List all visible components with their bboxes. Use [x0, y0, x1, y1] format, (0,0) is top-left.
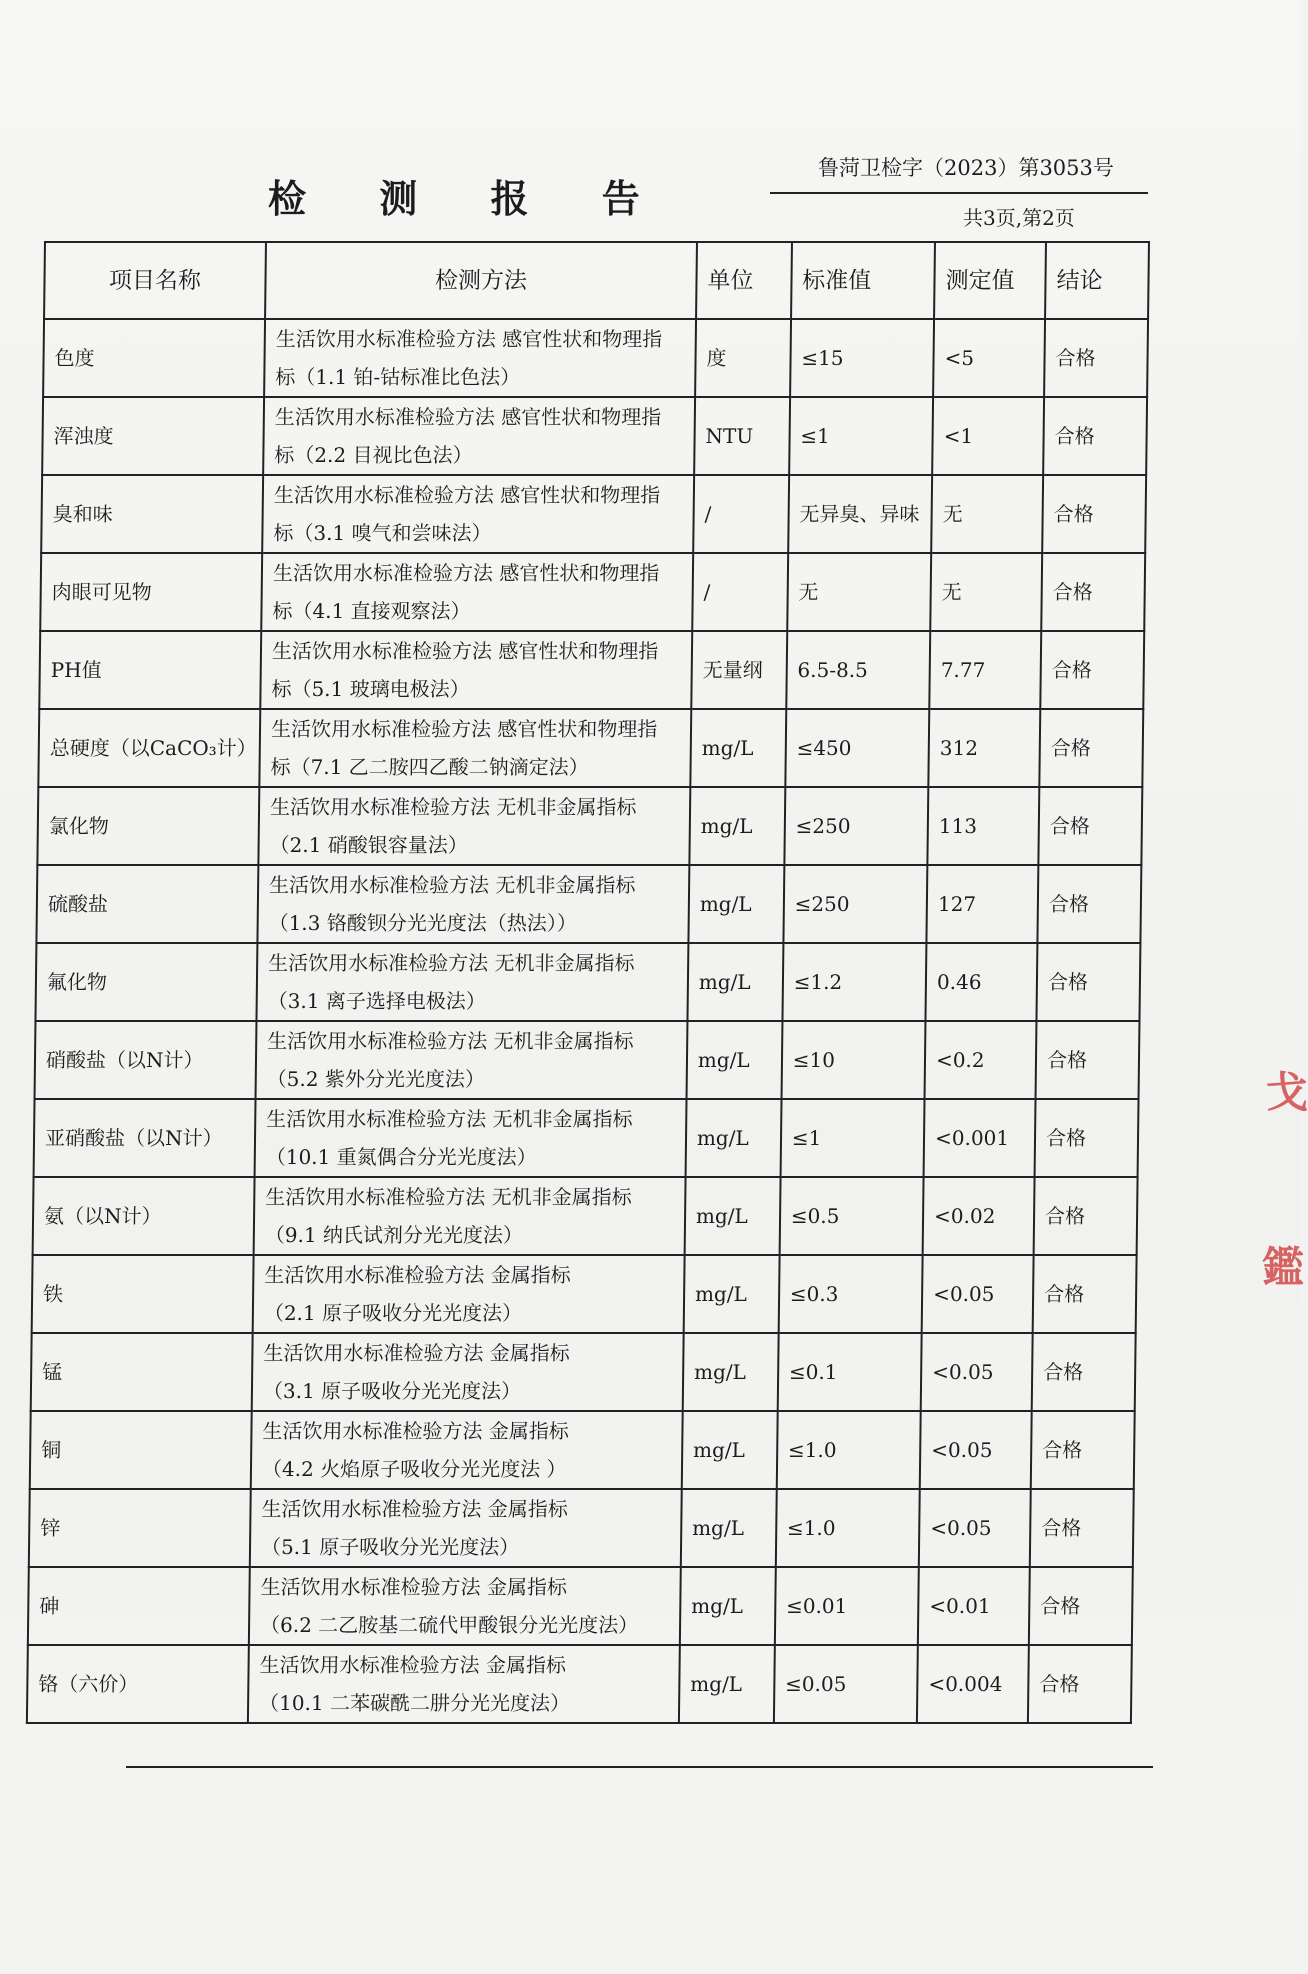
result-cell: 合格 — [1035, 1099, 1139, 1177]
header-method: 检测方法 — [265, 242, 697, 319]
report-title: 检 测 报 告 — [268, 176, 670, 221]
standard-cell: ≤0.05 — [774, 1645, 918, 1723]
unit-cell: mg/L — [685, 1099, 781, 1177]
results-table — [26, 241, 1150, 1724]
method-line-1: 生活饮用水标准检验方法 金属指标 — [263, 1341, 570, 1365]
standard-cell: ≤250 — [784, 787, 928, 865]
method-cell — [261, 553, 693, 631]
method-line-2: 标（5.1 玻璃电极法） — [271, 677, 470, 701]
method-line-2: （2.1 原子吸收分光光度法） — [263, 1301, 523, 1325]
table-row — [28, 1567, 1133, 1645]
method-line-2: （4.2 火焰原子吸收分光光度法 ） — [261, 1457, 567, 1481]
header-item-name: 项目名称 — [44, 242, 266, 319]
measured-value-cell: <0.02 — [923, 1177, 1035, 1255]
measured-value-cell: <1 — [932, 397, 1044, 475]
table-row — [31, 1333, 1136, 1411]
standard-cell: ≤0.1 — [777, 1333, 921, 1411]
unit-cell: mg/L — [682, 1411, 778, 1489]
method-cell — [248, 1645, 680, 1723]
result-cell: 合格 — [1034, 1177, 1138, 1255]
standard-cell: ≤1 — [780, 1099, 924, 1177]
method-line-2: 标（2.2 目视比色法） — [274, 443, 473, 467]
result-cell: 合格 — [1038, 787, 1142, 865]
unit-cell: mg/L — [689, 787, 785, 865]
item-name-cell: 硫酸盐 — [36, 865, 258, 943]
method-line-2: （10.1 重氮偶合分光光度法） — [265, 1145, 537, 1169]
method-line-2: 标（1.1 铂-钴标准比色法） — [275, 365, 521, 389]
method-cell — [256, 1021, 688, 1099]
item-name-cell: 铁 — [32, 1255, 254, 1333]
method-line-2: 标（7.1 乙二胺四乙酸二钠滴定法） — [270, 755, 589, 779]
standard-cell: ≤0.5 — [779, 1177, 923, 1255]
measured-value-cell: 无 — [931, 475, 1043, 553]
method-line-1: 生活饮用水标准检验方法 无机非金属指标 — [266, 1107, 633, 1131]
unit-cell: mg/L — [685, 1177, 781, 1255]
method-line-1: 生活饮用水标准检验方法 无机非金属指标 — [267, 1029, 634, 1053]
table-row — [32, 1255, 1137, 1333]
unit-cell: mg/L — [687, 943, 783, 1021]
method-line-2: （3.1 离子选择电极法） — [267, 989, 487, 1013]
result-cell: 合格 — [1041, 553, 1145, 631]
measured-value-cell: <0.05 — [919, 1489, 1031, 1567]
item-name-cell: 氟化物 — [35, 943, 257, 1021]
method-line-2: 标（4.1 直接观察法） — [272, 599, 471, 623]
unit-cell: / — [692, 553, 788, 631]
result-cell: 合格 — [1037, 865, 1141, 943]
item-name-cell: 亚硝酸盐（以N计） — [34, 1099, 256, 1177]
method-cell — [260, 631, 692, 709]
measured-value-cell: 7.77 — [929, 631, 1041, 709]
method-line-2: （1.3 铬酸钡分光光度法（热法）） — [268, 911, 577, 935]
result-cell: 合格 — [1032, 1333, 1136, 1411]
unit-cell: mg/L — [681, 1489, 777, 1567]
table-row — [35, 1021, 1140, 1099]
result-cell: 合格 — [1031, 1411, 1135, 1489]
item-name-cell: 氨（以N计） — [33, 1177, 255, 1255]
table-row — [39, 631, 1144, 709]
result-cell: 合格 — [1042, 475, 1146, 553]
measured-value-cell: 127 — [926, 865, 1038, 943]
table-header-row — [44, 242, 1149, 319]
page-info: 共3页,第2页 — [963, 206, 1075, 230]
item-name-cell: 肉眼可见物 — [40, 553, 262, 631]
header-standard: 标准值 — [791, 242, 935, 319]
measured-value-cell: <0.05 — [920, 1411, 1032, 1489]
table-row — [38, 709, 1143, 787]
measured-value-cell: <0.004 — [917, 1645, 1029, 1723]
measured-value-cell: 113 — [927, 787, 1039, 865]
unit-cell: mg/L — [683, 1333, 779, 1411]
method-line-1: 生活饮用水标准检验方法 无机非金属指标 — [268, 951, 635, 975]
header-value: 测定值 — [934, 242, 1046, 319]
method-line-1: 生活饮用水标准检验方法 感官性状和物理指 — [270, 717, 658, 741]
standard-cell: ≤1 — [789, 397, 933, 475]
standard-cell: ≤15 — [790, 319, 934, 397]
table-row — [33, 1177, 1138, 1255]
table-row — [27, 1645, 1132, 1723]
item-name-cell: 砷 — [28, 1567, 250, 1645]
method-line-1: 生活饮用水标准检验方法 无机非金属指标 — [268, 873, 636, 897]
method-line-1: 生活饮用水标准检验方法 感官性状和物理指 — [271, 639, 659, 663]
method-line-1: 生活饮用水标准检验方法 金属指标 — [264, 1263, 571, 1287]
result-cell: 合格 — [1043, 397, 1147, 475]
unit-cell: 无量纲 — [691, 631, 787, 709]
unit-cell: mg/L — [684, 1255, 780, 1333]
method-cell — [252, 1333, 684, 1411]
item-name-cell: 氯化物 — [37, 787, 259, 865]
standard-cell: 无 — [787, 553, 931, 631]
method-cell — [258, 787, 690, 865]
result-cell: 合格 — [1037, 943, 1141, 1021]
result-cell: 合格 — [1040, 631, 1144, 709]
method-line-1: 生活饮用水标准检验方法 金属指标 — [262, 1419, 569, 1443]
measured-value-cell: <0.2 — [925, 1021, 1037, 1099]
method-cell — [249, 1567, 681, 1645]
header-result: 结论 — [1045, 242, 1149, 319]
table-row — [35, 943, 1140, 1021]
standard-cell: ≤450 — [785, 709, 929, 787]
header-unit: 单位 — [696, 242, 792, 319]
table-row — [40, 553, 1145, 631]
method-line-1: 生活饮用水标准检验方法 金属指标 — [260, 1575, 568, 1599]
unit-cell: NTU — [694, 397, 790, 475]
method-line-1: 生活饮用水标准检验方法 金属指标 — [261, 1497, 569, 1521]
result-cell: 合格 — [1028, 1645, 1132, 1723]
unit-cell: mg/L — [690, 709, 786, 787]
method-line-2: （2.1 硝酸银容量法） — [269, 833, 468, 857]
unit-cell: mg/L — [679, 1645, 775, 1723]
method-line-2: 标（3.1 嗅气和尝味法） — [273, 521, 492, 545]
table-row — [29, 1489, 1134, 1567]
table-row — [34, 1099, 1139, 1177]
standard-cell: ≤250 — [783, 865, 927, 943]
method-cell — [262, 475, 694, 553]
unit-cell: 度 — [695, 319, 791, 397]
method-line-2: （3.1 原子吸收分光光度法） — [262, 1379, 522, 1403]
item-name-cell: 臭和味 — [41, 475, 263, 553]
result-cell: 合格 — [1036, 1021, 1140, 1099]
method-cell — [259, 709, 691, 787]
method-cell — [263, 397, 695, 475]
measured-value-cell: 无 — [930, 553, 1042, 631]
method-cell — [250, 1489, 682, 1567]
method-cell — [251, 1411, 683, 1489]
item-name-cell: 浑浊度 — [42, 397, 264, 475]
document-number: 鲁菏卫检字（2023）第3053号 — [818, 156, 1114, 180]
item-name-cell: 色度 — [43, 319, 265, 397]
item-name-cell: 硝酸盐（以N计） — [35, 1021, 257, 1099]
red-seal-stamp: 戈 鑑 — [1262, 1068, 1308, 1292]
method-line-1: 生活饮用水标准检验方法 感官性状和物理指 — [272, 561, 660, 585]
table-row — [43, 319, 1148, 397]
standard-cell: 无异臭、异味 — [788, 475, 932, 553]
method-line-2: （5.2 紫外分光光度法） — [266, 1067, 486, 1091]
method-cell — [255, 1099, 687, 1177]
unit-cell: mg/L — [680, 1567, 776, 1645]
unit-cell: mg/L — [688, 865, 784, 943]
standard-cell: ≤1.0 — [776, 1411, 920, 1489]
method-line-1: 生活饮用水标准检验方法 金属指标 — [259, 1653, 567, 1677]
item-name-cell: PH值 — [39, 631, 261, 709]
item-name-cell: 铬（六价） — [27, 1645, 249, 1723]
method-line-1: 生活饮用水标准检验方法 感官性状和物理指 — [274, 405, 662, 429]
result-cell: 合格 — [1039, 709, 1143, 787]
method-line-1: 生活饮用水标准检验方法 感官性状和物理指 — [273, 483, 661, 507]
method-cell — [253, 1255, 685, 1333]
measured-value-cell: <0.001 — [924, 1099, 1036, 1177]
item-name-cell: 锰 — [31, 1333, 253, 1411]
measured-value-cell: 0.46 — [926, 943, 1038, 1021]
result-cell: 合格 — [1029, 1567, 1133, 1645]
method-line-2: （10.1 二苯碳酰二肼分光光度法） — [258, 1691, 571, 1715]
result-cell: 合格 — [1044, 319, 1148, 397]
method-cell — [256, 943, 688, 1021]
item-name-cell: 总硬度（以CaCO₃计） — [38, 709, 260, 787]
footer-divider — [126, 1766, 1153, 1768]
method-line-1: 生活饮用水标准检验方法 感官性状和物理指 — [275, 327, 663, 351]
table-row — [42, 397, 1147, 475]
table-row — [37, 787, 1142, 865]
standard-cell: ≤0.3 — [778, 1255, 922, 1333]
table-row — [36, 865, 1141, 943]
measured-value-cell: <0.05 — [922, 1255, 1034, 1333]
measured-value-cell: <0.05 — [921, 1333, 1033, 1411]
table-row — [41, 475, 1146, 553]
measured-value-cell: <5 — [933, 319, 1045, 397]
result-cell: 合格 — [1033, 1255, 1137, 1333]
method-line-2: （9.1 纳氏试剂分光光度法） — [264, 1223, 524, 1247]
standard-cell: ≤0.01 — [775, 1567, 919, 1645]
method-line-2: （5.1 原子吸收分光光度法） — [260, 1535, 520, 1559]
item-name-cell: 锌 — [29, 1489, 251, 1567]
unit-cell: mg/L — [686, 1021, 782, 1099]
result-cell: 合格 — [1030, 1489, 1134, 1567]
method-cell — [257, 865, 689, 943]
unit-cell: / — [693, 475, 789, 553]
header-divider — [770, 192, 1148, 194]
method-line-1: 生活饮用水标准检验方法 无机非金属指标 — [265, 1185, 632, 1209]
standard-cell: 6.5-8.5 — [786, 631, 930, 709]
table-row — [30, 1411, 1135, 1489]
measured-value-cell: <0.01 — [918, 1567, 1030, 1645]
method-cell — [264, 319, 696, 397]
standard-cell: ≤1.2 — [782, 943, 926, 1021]
method-line-2: （6.2 二乙胺基二硫代甲酸银分光光度法） — [259, 1613, 639, 1637]
method-line-1: 生活饮用水标准检验方法 无机非金属指标 — [269, 795, 637, 819]
item-name-cell: 铜 — [30, 1411, 252, 1489]
standard-cell: ≤1.0 — [776, 1489, 920, 1567]
measured-value-cell: 312 — [928, 709, 1040, 787]
method-cell — [254, 1177, 686, 1255]
standard-cell: ≤10 — [781, 1021, 925, 1099]
